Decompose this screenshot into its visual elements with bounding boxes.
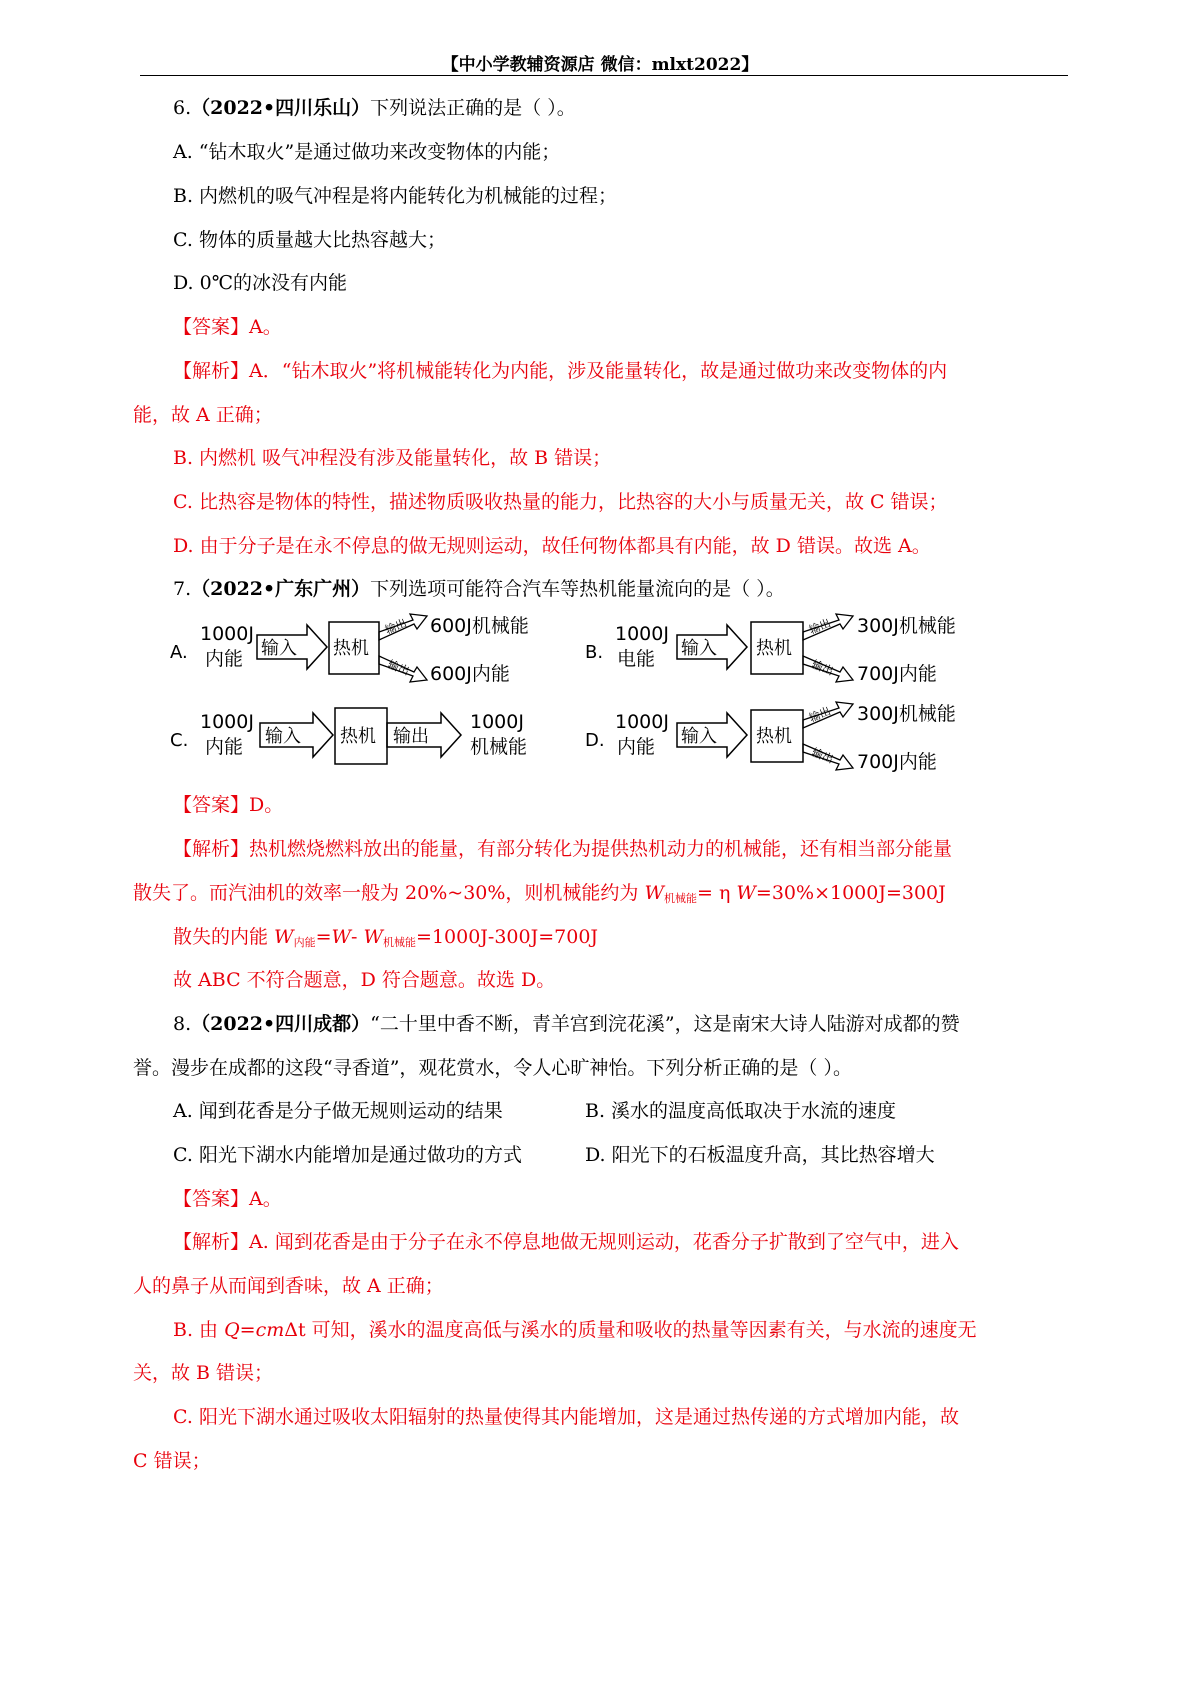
q6-analysis-text-1: A．“钻木取火”将机械能转化为内能，涉及能量转化，故是通过做功来改变物体的内 bbox=[249, 360, 948, 382]
q8-stem-line-1 bbox=[173, 1011, 960, 1037]
diagram-a-output-2: 600J内能 bbox=[430, 663, 510, 685]
q6-option-a: A. “钻木取火”是通过做功来改变物体的内能； bbox=[173, 141, 561, 163]
q6-analysis-line-4: C. 比热容是物体的特性，描述物质吸收热量的能力，比热容的大小与质量无关，故 C 错误； bbox=[173, 491, 948, 513]
q6-answer-value: A。 bbox=[249, 316, 282, 338]
q7-source: （2022•广东广州） bbox=[191, 578, 371, 600]
var-w-internal: W bbox=[274, 926, 294, 948]
diagram-d-output-label-up: 输出 bbox=[807, 704, 833, 725]
diagram-b-output-1: 300J机械能 bbox=[857, 615, 956, 637]
diagram-b-engine-label: 热机 bbox=[756, 638, 792, 659]
q7-diagram-d bbox=[585, 702, 956, 773]
q8-formula-dt: Δt bbox=[284, 1319, 306, 1341]
q8-analysis-text-3a: B. 由 bbox=[173, 1319, 225, 1341]
diagram-c-output-amount: 1000J bbox=[470, 711, 524, 733]
diagram-d-letter: D. bbox=[585, 730, 605, 751]
eq-equals: = bbox=[315, 926, 332, 948]
q7-option-diagrams bbox=[165, 610, 1065, 785]
q7-analysis-line-1 bbox=[173, 836, 952, 862]
q6-analysis-line-5: D. 由于分子是在永不停息的做无规则运动，故任何物体都具有内能，故 D 错误。故选 A。 bbox=[173, 535, 931, 557]
q7-analysis-tag: 【解析】 bbox=[173, 838, 250, 860]
q7-answer-value: D。 bbox=[249, 794, 284, 816]
q8-option-b: B. 溪水的温度高低取决于水流的速度 bbox=[585, 1100, 897, 1122]
diagram-a-output-label-up: 输出 bbox=[383, 616, 409, 637]
q6-option-c: C. 物体的质量越大比热容越大； bbox=[173, 229, 446, 251]
var-w-total-2: W bbox=[331, 926, 352, 948]
q8-answer bbox=[173, 1186, 282, 1212]
diagram-b-input-amount: 1000J bbox=[615, 623, 669, 645]
var-w-total: W bbox=[736, 882, 756, 904]
q7-diagram-c bbox=[170, 708, 527, 764]
diagram-d-input-amount: 1000J bbox=[615, 711, 669, 733]
q7-analysis-line-3 bbox=[173, 924, 598, 956]
diagram-d-output-1: 300J机械能 bbox=[857, 703, 956, 725]
q8-option-a: A. 闻到花香是分子做无规则运动的结果 bbox=[173, 1100, 503, 1122]
q7-analysis-text-3: 散失的内能 bbox=[173, 926, 275, 948]
q6-source: （2022•四川乐山） bbox=[191, 97, 371, 119]
diagram-d-output-label-down: 输出 bbox=[809, 745, 836, 767]
eq-rest-2: =1000J-300J=700J bbox=[416, 926, 599, 948]
q8-option-d: D. 阳光下的石板温度升高，其比热容增大 bbox=[585, 1144, 935, 1166]
diagram-c-engine-label: 热机 bbox=[340, 726, 376, 747]
diagram-d-engine-label: 热机 bbox=[756, 726, 792, 747]
q8-stem-line-2: 誉。漫步在成都的这段“寻香道”，观花赏水，令人心旷神怡。下列分析正确的是（ ）。 bbox=[133, 1057, 852, 1079]
diagram-c-output-type: 机械能 bbox=[470, 736, 528, 758]
q6-analysis-tag: 【解析】 bbox=[173, 360, 250, 382]
diagram-a-input-amount: 1000J bbox=[200, 623, 254, 645]
diagram-b-input-label: 输入 bbox=[681, 638, 717, 659]
eq-eta: = η bbox=[697, 882, 737, 904]
diagram-c-output-label: 输出 bbox=[393, 726, 429, 747]
page-header: 【中小学教辅资源店 微信：mlxt2022】 bbox=[441, 55, 759, 75]
q7-analysis-text-2: 散失了。而汽油机的效率一般为 20%~30%，则机械能约为 bbox=[133, 882, 645, 904]
q6-answer bbox=[173, 314, 282, 340]
q6-analysis-line-1 bbox=[173, 358, 947, 384]
q8-analysis-line-6: C 错误； bbox=[133, 1450, 211, 1472]
q6-option-b: B. 内燃机的吸气冲程是将内能转化为机械能的过程； bbox=[173, 185, 618, 207]
diagram-a-input-type: 内能 bbox=[205, 648, 244, 670]
q8-analysis-text-3b: 可知，溪水的温度高低与溪水的质量和吸收的热量等因素有关，与水流的速度无 bbox=[305, 1319, 977, 1341]
q8-stem: “二十里中香不断，青羊宫到浣花溪”，这是南宋大诗人陆游对成都的赞 bbox=[370, 1013, 960, 1035]
q7-stem: 下列选项可能符合汽车等热机能量流向的是（ ）。 bbox=[370, 578, 785, 600]
q8-analysis-text-1: A. 闻到花香是由于分子在永不停息地做无规则运动，花香分子扩散到了空气中，进入 bbox=[249, 1231, 959, 1253]
q8-analysis-line-1 bbox=[173, 1229, 959, 1255]
q7-diagram-a bbox=[170, 614, 529, 685]
diagram-a-output-1: 600J机械能 bbox=[430, 615, 529, 637]
sub-mech: 机械能 bbox=[664, 892, 697, 905]
q6-option-d: D. 0℃的冰没有内能 bbox=[173, 272, 347, 294]
q7-number: 7. bbox=[173, 578, 192, 600]
diagram-c-letter: C. bbox=[170, 730, 189, 751]
q6-answer-tag: 【答案】 bbox=[173, 316, 250, 338]
diagram-a-input-label: 输入 bbox=[261, 638, 297, 659]
q8-analysis-line-2: 人的鼻子从而闻到香味，故 A 正确； bbox=[133, 1275, 444, 1297]
q7-answer bbox=[173, 792, 283, 818]
q6-stem: 下列说法正确的是（ ）。 bbox=[370, 97, 576, 119]
eq-rest: =30%×1000J=300J bbox=[755, 882, 946, 904]
diagram-d-input-type: 内能 bbox=[617, 736, 656, 758]
q8-number: 8. bbox=[173, 1013, 192, 1035]
diagram-b-output-2: 700J内能 bbox=[857, 663, 937, 685]
diagram-b-output-label-up: 输出 bbox=[807, 616, 833, 637]
q8-analysis-line-3 bbox=[173, 1317, 977, 1343]
q8-analysis-line-4: 关，故 B 错误； bbox=[133, 1362, 274, 1384]
diagram-c-input-label: 输入 bbox=[265, 726, 301, 747]
q8-analysis-line-5: C. 阳光下湖水通过吸收太阳辐射的热量使得其内能增加，这是通过热传递的方式增加内能，故 bbox=[173, 1406, 959, 1428]
diagram-b-output-label-down: 输出 bbox=[809, 657, 836, 679]
q7-answer-tag: 【答案】 bbox=[173, 794, 250, 816]
diagram-d-output-2: 700J内能 bbox=[857, 751, 937, 773]
q8-answer-tag: 【答案】 bbox=[173, 1188, 250, 1210]
diagram-b-letter: B. bbox=[585, 642, 604, 663]
q6-analysis-line-2: 能，故 A 正确； bbox=[133, 404, 273, 426]
q6-number: 6. bbox=[173, 97, 192, 119]
q6-stem-line bbox=[173, 95, 576, 121]
sub-mech-2: 机械能 bbox=[383, 936, 417, 949]
diagram-b-input-type: 电能 bbox=[617, 648, 656, 670]
diagram-d-input-label: 输入 bbox=[681, 726, 717, 747]
q7-analysis-line-2 bbox=[133, 880, 946, 912]
q8-source: （2022•四川成都） bbox=[191, 1013, 371, 1035]
q8-option-c: C. 阳光下湖水内能增加是通过做功的方式 bbox=[173, 1144, 522, 1166]
q8-answer-value: A。 bbox=[249, 1188, 282, 1210]
q7-stem-line bbox=[173, 576, 785, 602]
q7-diagram-b bbox=[585, 614, 956, 685]
eq-minus: - bbox=[351, 926, 364, 948]
q7-analysis-text-1: 热机燃烧燃料放出的能量，有部分转化为提供热机动力的机械能，还有相当部分能量 bbox=[249, 838, 953, 860]
q8-analysis-tag: 【解析】 bbox=[173, 1231, 250, 1253]
diagram-a-letter: A. bbox=[170, 642, 188, 663]
q7-analysis-line-4: 故 ABC 不符合题意，D 符合题意。故选 D。 bbox=[173, 969, 556, 991]
q8-formula: Q=cm bbox=[224, 1319, 285, 1341]
header-rule bbox=[140, 75, 1068, 76]
var-w-mech-2: W bbox=[363, 926, 384, 948]
var-w-mech: W bbox=[644, 882, 664, 904]
sub-internal: 内能 bbox=[293, 936, 316, 949]
q6-analysis-line-3: B. 内燃机 吸气冲程没有涉及能量转化，故 B 错误； bbox=[173, 447, 612, 469]
diagram-c-input-type: 内能 bbox=[205, 736, 244, 758]
diagram-a-output-label-down: 输出 bbox=[385, 657, 412, 679]
diagram-c-input-amount: 1000J bbox=[200, 711, 254, 733]
diagram-a-engine-label: 热机 bbox=[333, 638, 369, 659]
